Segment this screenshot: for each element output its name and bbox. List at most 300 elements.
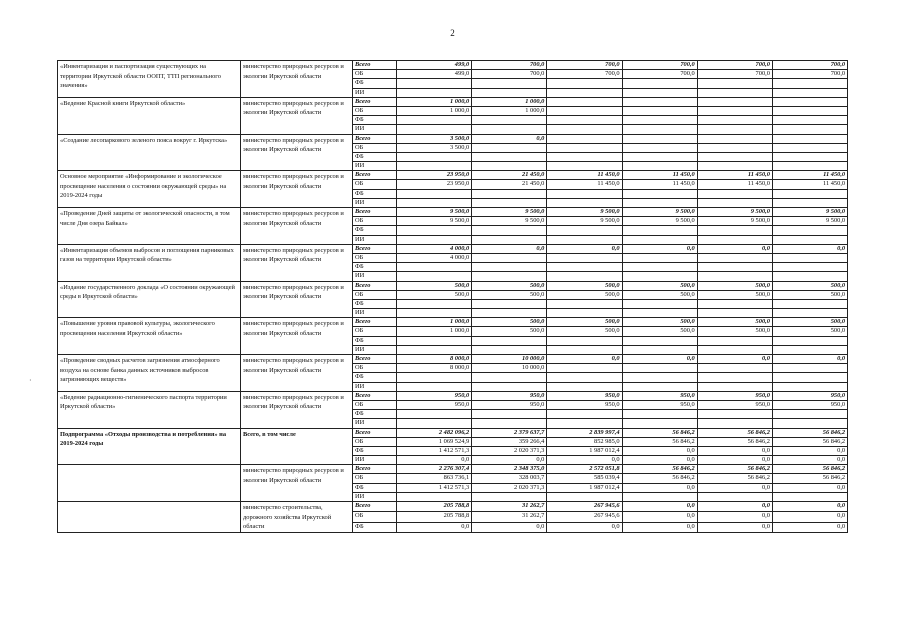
amount-cell: 205 788,8 [397,502,472,512]
amount-cell: 11 450,0 [772,171,847,180]
amount-cell: 0,0 [622,512,697,522]
amount-cell [472,419,547,428]
amount-cell [697,143,772,152]
funding-source: Всего [353,97,397,106]
amount-cell: 500,0 [622,290,697,299]
amount-cell [547,299,622,308]
amount-cell [622,143,697,152]
amount-cell [772,134,847,143]
funding-source: ИИ [353,272,397,281]
amount-cell [772,345,847,354]
amount-cell [547,410,622,419]
table-row [58,244,848,253]
amount-cell [547,189,622,198]
funding-source: ФБ [353,446,397,455]
amount-cell [772,364,847,373]
amount-cell: 0,0 [547,355,622,364]
amount-cell [547,345,622,354]
amount-cell [397,152,472,161]
amount-cell: 0,0 [697,512,772,522]
amount-cell [547,198,622,207]
table-row [58,355,848,364]
table-row [58,61,848,70]
funding-source: ОБ [353,217,397,226]
amount-cell [472,79,547,88]
funding-source: ИИ [353,419,397,428]
amount-cell: 950,0 [547,400,622,409]
funding-source: Всего [353,134,397,143]
amount-cell: 500,0 [547,290,622,299]
funding-source: Всего [353,208,397,217]
amount-cell [772,373,847,382]
amount-cell: 500,0 [622,327,697,336]
amount-cell [622,106,697,115]
amount-cell: 56 846,2 [697,428,772,437]
amount-cell: 500,0 [472,290,547,299]
amount-cell: 950,0 [622,391,697,400]
amount-cell: 950,0 [472,400,547,409]
amount-cell: 11 450,0 [772,180,847,189]
amount-cell: 500,0 [697,327,772,336]
amount-cell [697,373,772,382]
amount-cell [622,492,697,501]
measure-name [58,502,241,533]
amount-cell: 950,0 [397,391,472,400]
amount-cell: 9 500,0 [472,208,547,217]
amount-cell [472,189,547,198]
amount-cell: 0,0 [622,522,697,532]
funding-source: Всего [353,281,397,290]
amount-cell: 0,0 [622,355,697,364]
amount-cell: 328 003,7 [472,474,547,483]
funding-source: Всего [353,391,397,400]
amount-cell [397,79,472,88]
amount-cell: 359 266,4 [472,437,547,446]
amount-cell: 863 736,1 [397,474,472,483]
amount-cell [772,382,847,391]
amount-cell [622,299,697,308]
measure-name: «Повышение уровня правовой культуры, экологического просвещения населения Иркутской области» [58,318,241,355]
funding-source: ФБ [353,410,397,419]
amount-cell: 23 950,0 [397,180,472,189]
amount-cell: 2 482 096,2 [397,428,472,437]
amount-cell [547,364,622,373]
measure-name: «Инвентаризация объемов выбросов и поглощения парниковых газов на территории Иркутской области» [58,244,241,281]
funding-source: ИИ [353,382,397,391]
amount-cell: 0,0 [397,456,472,465]
amount-cell [622,88,697,97]
amount-cell: 2 020 371,3 [472,483,547,492]
funding-source: ИИ [353,309,397,318]
amount-cell: 500,0 [622,281,697,290]
table-row [58,502,848,512]
amount-cell: 0,0 [622,244,697,253]
amount-cell [772,97,847,106]
amount-cell: 10 000,0 [472,364,547,373]
amount-cell [472,263,547,272]
amount-cell [622,152,697,161]
measure-name: Основное мероприятие «Информирование и экологическое просвещение населения о состоянии окружающей среды» на 2019-2024 годы [58,171,241,208]
funding-source: Всего [353,502,397,512]
funding-source: Всего [353,465,397,474]
amount-cell: 2 348 375,0 [472,465,547,474]
funding-source: ОБ [353,474,397,483]
amount-cell [772,152,847,161]
funding-source: ФБ [353,373,397,382]
amount-cell [397,336,472,345]
amount-cell: 0,0 [472,244,547,253]
amount-cell: 0,0 [397,522,472,532]
amount-cell: 56 846,2 [622,437,697,446]
table-row [58,171,848,180]
amount-cell [622,116,697,125]
amount-cell [472,125,547,134]
amount-cell: 700,0 [697,61,772,70]
measure-name [58,465,241,502]
amount-cell [772,492,847,501]
amount-cell [547,373,622,382]
table-row [58,208,848,217]
funding-source: ОБ [353,400,397,409]
amount-cell [772,106,847,115]
amount-cell: 11 450,0 [622,180,697,189]
amount-cell [472,309,547,318]
amount-cell [472,162,547,171]
amount-cell: 2 020 371,3 [472,446,547,455]
amount-cell: 0,0 [772,446,847,455]
amount-cell [772,419,847,428]
amount-cell [472,235,547,244]
amount-cell: 500,0 [397,290,472,299]
amount-cell: 950,0 [472,391,547,400]
amount-cell: 9 500,0 [697,217,772,226]
amount-cell [772,263,847,272]
amount-cell: 56 846,2 [622,428,697,437]
amount-cell [772,272,847,281]
funding-source: ФБ [353,189,397,198]
executor-name: министерство природных ресурсов и экологии Иркутской области [241,318,353,355]
amount-cell: 1 000,0 [397,327,472,336]
amount-cell: 0,0 [772,456,847,465]
funding-source: ОБ [353,253,397,262]
funding-source: ФБ [353,299,397,308]
amount-cell: 1 412 571,3 [397,446,472,455]
amount-cell: 3 500,0 [397,134,472,143]
amount-cell: 205 788,8 [397,512,472,522]
amount-cell [547,253,622,262]
amount-cell: 0,0 [622,456,697,465]
amount-cell: 11 450,0 [697,171,772,180]
measure-name: «Издание государственного доклада «О состоянии окружающей среды в Иркутской области» [58,281,241,318]
amount-cell: 500,0 [472,327,547,336]
amount-cell: 0,0 [472,522,547,532]
table-row [58,391,848,400]
amount-cell: 500,0 [697,281,772,290]
amount-cell [697,116,772,125]
amount-cell [622,309,697,318]
amount-cell: 4 000,0 [397,253,472,262]
amount-cell [697,88,772,97]
amount-cell [697,253,772,262]
amount-cell [697,198,772,207]
amount-cell [697,299,772,308]
amount-cell [397,235,472,244]
amount-cell [772,226,847,235]
amount-cell: 500,0 [472,281,547,290]
amount-cell: 950,0 [772,391,847,400]
amount-cell: 56 846,2 [772,437,847,446]
amount-cell [397,162,472,171]
amount-cell [397,88,472,97]
amount-cell [472,410,547,419]
funding-source: Всего [353,318,397,327]
amount-cell: 500,0 [772,327,847,336]
amount-cell [622,253,697,262]
amount-cell: 0,0 [697,446,772,455]
amount-cell: 2 379 637,7 [472,428,547,437]
amount-cell [697,345,772,354]
amount-cell [697,235,772,244]
amount-cell [697,226,772,235]
amount-cell [547,336,622,345]
amount-cell [472,116,547,125]
amount-cell [472,492,547,501]
amount-cell: 500,0 [397,281,472,290]
amount-cell [697,492,772,501]
table-row [58,318,848,327]
amount-cell: 0,0 [772,522,847,532]
table-row [58,134,848,143]
amount-cell: 56 846,2 [772,428,847,437]
amount-cell [697,336,772,345]
funding-source: Всего [353,244,397,253]
amount-cell [397,116,472,125]
amount-cell: 0,0 [772,502,847,512]
amount-cell [622,125,697,134]
amount-cell: 10 000,0 [472,355,547,364]
amount-cell [697,382,772,391]
amount-cell [472,336,547,345]
amount-cell: 21 450,0 [472,180,547,189]
amount-cell [547,309,622,318]
amount-cell: 0,0 [697,522,772,532]
amount-cell: 56 846,2 [772,474,847,483]
funding-source: ОБ [353,143,397,152]
amount-cell: 9 500,0 [772,217,847,226]
amount-cell: 0,0 [622,483,697,492]
amount-cell: 499,0 [397,70,472,79]
amount-cell [622,97,697,106]
amount-cell: 0,0 [472,134,547,143]
amount-cell [547,88,622,97]
amount-cell [397,373,472,382]
funding-source: ОБ [353,327,397,336]
amount-cell: 0,0 [547,522,622,532]
side-mark: · [29,376,32,385]
amount-cell [397,382,472,391]
amount-cell [547,263,622,272]
amount-cell: 950,0 [547,391,622,400]
amount-cell: 4 000,0 [397,244,472,253]
amount-cell: 2 572 051,8 [547,465,622,474]
amount-cell: 8 000,0 [397,364,472,373]
amount-cell [697,364,772,373]
amount-cell: 0,0 [622,502,697,512]
amount-cell [547,125,622,134]
amount-cell [697,189,772,198]
amount-cell: 0,0 [547,456,622,465]
amount-cell: 11 450,0 [547,171,622,180]
amount-cell [547,134,622,143]
amount-cell [697,134,772,143]
amount-cell: 1 000,0 [397,318,472,327]
amount-cell: 0,0 [622,446,697,455]
amount-cell: 1 987 012,4 [547,446,622,455]
amount-cell [622,134,697,143]
measure-name: Подпрограмма «Отходы производства и потребления» на 2019-2024 годы [58,428,241,465]
amount-cell [697,263,772,272]
executor-name: министерство природных ресурсов и экологии Иркутской области [241,355,353,392]
funding-source: ФБ [353,79,397,88]
executor-name: министерство природных ресурсов и экологии Иркутской области [241,134,353,171]
funding-source: ОБ [353,364,397,373]
amount-cell: 500,0 [772,281,847,290]
amount-cell [622,382,697,391]
amount-cell: 950,0 [397,400,472,409]
funding-source: Всего [353,171,397,180]
amount-cell [772,189,847,198]
funding-source: ИИ [353,492,397,501]
amount-cell [547,143,622,152]
amount-cell [697,272,772,281]
executor-name: министерство природных ресурсов и экологии Иркутской области [241,61,353,98]
executor-name: Всего, в том числе [241,428,353,465]
amount-cell: 9 500,0 [772,208,847,217]
amount-cell: 0,0 [697,355,772,364]
amount-cell [622,410,697,419]
amount-cell [772,253,847,262]
amount-cell [697,97,772,106]
funding-source: ФБ [353,152,397,161]
amount-cell [547,492,622,501]
funding-source: ОБ [353,106,397,115]
executor-name: министерство строительства, дорожного хозяйства Иркутской области [241,502,353,533]
measure-name: «Проведение Дней защиты от экологической опасности, в том числе Дня озера Байкал» [58,208,241,245]
amount-cell [397,272,472,281]
executor-name: министерство природных ресурсов и экологии Иркутской области [241,391,353,428]
amount-cell: 2 839 997,4 [547,428,622,437]
amount-cell [772,162,847,171]
measure-name: «Ведение Красной книги Иркутской области» [58,97,241,134]
amount-cell: 0,0 [547,244,622,253]
amount-cell: 700,0 [697,70,772,79]
amount-cell: 0,0 [697,456,772,465]
amount-cell: 700,0 [622,70,697,79]
amount-cell [547,116,622,125]
amount-cell: 11 450,0 [697,180,772,189]
amount-cell: 0,0 [697,502,772,512]
amount-cell: 700,0 [472,70,547,79]
measure-name: «Создание лесопаркового зеленого пояса вокруг г. Иркутска» [58,134,241,171]
amount-cell: 950,0 [622,400,697,409]
amount-cell [397,419,472,428]
amount-cell [472,198,547,207]
amount-cell: 3 500,0 [397,143,472,152]
amount-cell: 500,0 [772,290,847,299]
amount-cell [622,226,697,235]
funding-source: ИИ [353,162,397,171]
amount-cell [772,336,847,345]
amount-cell: 9 500,0 [397,208,472,217]
measure-name: «Инвентаризация и паспортизация существующих на территории Иркутской области ООПТ, ТТП регионального значения» [58,61,241,98]
amount-cell: 9 500,0 [397,217,472,226]
amount-cell [622,263,697,272]
amount-cell [472,345,547,354]
amount-cell [697,79,772,88]
amount-cell: 31 262,7 [472,502,547,512]
funding-source: ИИ [353,456,397,465]
amount-cell [697,309,772,318]
executor-name: министерство природных ресурсов и экологии Иркутской области [241,97,353,134]
funding-source: ОБ [353,290,397,299]
funding-source: ФБ [353,522,397,532]
amount-cell [472,272,547,281]
amount-cell [472,152,547,161]
amount-cell [547,106,622,115]
amount-cell [547,162,622,171]
amount-cell [472,253,547,262]
amount-cell [547,235,622,244]
amount-cell [622,345,697,354]
amount-cell: 500,0 [772,318,847,327]
amount-cell: 23 950,0 [397,171,472,180]
amount-cell: 852 985,0 [547,437,622,446]
amount-cell: 1 069 524,9 [397,437,472,446]
amount-cell: 9 500,0 [622,208,697,217]
amount-cell: 500,0 [697,290,772,299]
amount-cell [772,125,847,134]
amount-cell: 700,0 [622,61,697,70]
amount-cell [397,198,472,207]
amount-cell [622,162,697,171]
funding-source: ФБ [353,226,397,235]
amount-cell: 700,0 [547,70,622,79]
amount-cell: 0,0 [697,244,772,253]
funding-source: ИИ [353,88,397,97]
amount-cell: 700,0 [547,61,622,70]
amount-cell [547,79,622,88]
funding-source: ОБ [353,437,397,446]
amount-cell [472,299,547,308]
funding-source: ФБ [353,483,397,492]
funding-source: ИИ [353,125,397,134]
budget-table [57,60,848,533]
amount-cell [622,198,697,207]
table-row [58,97,848,106]
amount-cell: 56 846,2 [697,437,772,446]
amount-cell [397,299,472,308]
amount-cell [397,125,472,134]
amount-cell: 8 000,0 [397,355,472,364]
amount-cell: 700,0 [472,61,547,70]
amount-cell: 11 450,0 [547,180,622,189]
page-number: 2 [450,28,455,38]
amount-cell: 585 039,4 [547,474,622,483]
amount-cell [622,189,697,198]
funding-source: ОБ [353,70,397,79]
funding-source: Всего [353,428,397,437]
amount-cell: 950,0 [772,400,847,409]
